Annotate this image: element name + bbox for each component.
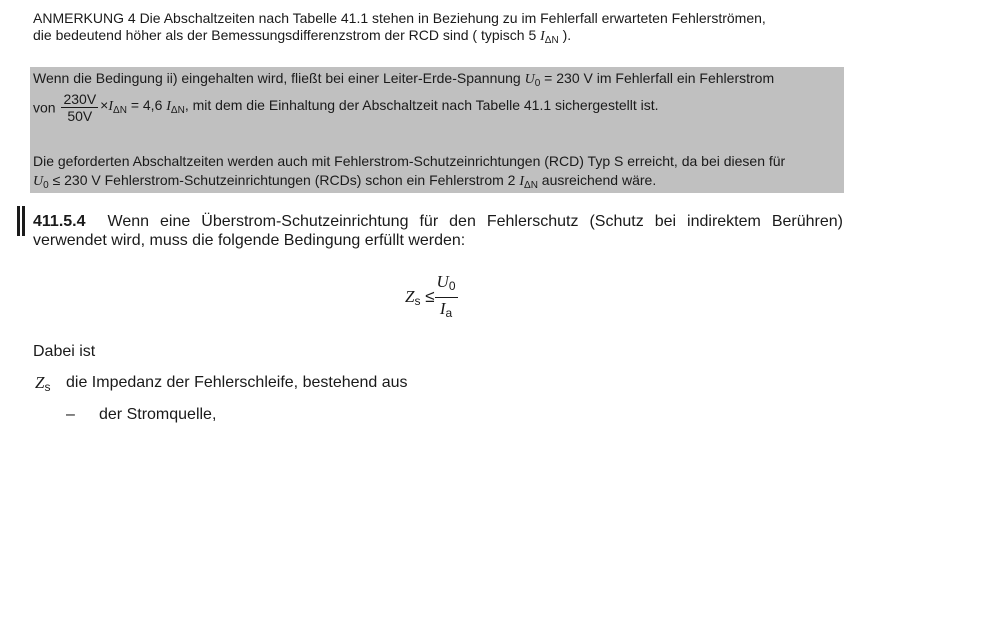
formula-denominator [435, 298, 458, 323]
change-bar-left [17, 206, 20, 236]
highlight-line-2-prefix: von [33, 99, 60, 116]
highlight-line-4-text: ≤ 230 V Fehlerstrom-Schutzeinrichtungen (RCDs) schon ein Fehlerstrom 2 [48, 172, 520, 188]
symbol-z: Z [35, 373, 45, 392]
subscript-s: s [44, 380, 51, 394]
symbol-i: I [519, 174, 525, 189]
less-equal-sign: ≤ [420, 287, 435, 306]
times-sign: × [100, 97, 109, 113]
formula-fraction [435, 272, 458, 323]
subscript-0: 0 [43, 180, 49, 191]
bullet-text: der Stromquelle, [99, 406, 217, 423]
impedance-formula [405, 272, 458, 323]
note-line-2-text: die bedeutend höher als der Bemessungsdifferenzstrom der RCD sind ( typisch 5 [33, 27, 541, 43]
highlight-line-1-text: Wenn die Bedingung ii) eingehalten wird, fließt bei einer Leiter-Erde-Spannung [33, 70, 525, 86]
symbol-u: U [33, 174, 44, 189]
symbol-i: I [540, 29, 545, 44]
note-line-2 [33, 27, 843, 49]
note-line-1: ANMERKUNG 4 Die Abschaltzeiten nach Tabelle 41.1 stehen in Beziehung zu im Fehlerfall erwarteten Fehlerströmen, [33, 10, 766, 26]
highlight-line-1-end: = 230 V im Fehlerfall ein Fehlerstrom [540, 70, 775, 86]
highlight-line-2 [33, 91, 659, 125]
fraction-numerator: 230V [63, 91, 97, 107]
dabei-ist-label: Dabei ist [33, 343, 96, 360]
highlight-line-2-end: , mit dem die Einhaltung der Abschaltzeit nach Tabelle 41.1 sichergestellt ist. [184, 97, 659, 113]
subscript-delta-n: ΔN [170, 105, 185, 116]
fraction-denominator: 50V [67, 108, 93, 124]
section-number: 411.5.4 [33, 213, 86, 230]
subscript-delta-n: ΔN [113, 105, 127, 116]
bullet-dash: – [66, 406, 75, 423]
highlight-line-4 [33, 172, 656, 194]
subscript-a: a [445, 306, 453, 320]
highlight-line-4-end: ausreichend wäre. [537, 172, 657, 188]
note-line-2-end: ). [558, 27, 572, 43]
section-text: Wenn eine Überstrom-Schutzeinrichtung für den Fehlerschutz (Schutz bei indirektem Berühren) verwendet wird, muss die folgende Bedingung erfüllt werden: [33, 213, 844, 249]
formula-lhs [405, 287, 435, 308]
symbol-u: U [436, 272, 449, 291]
definition-zs [35, 373, 50, 397]
symbol-i: I [166, 99, 171, 114]
note-4 [33, 10, 843, 49]
symbol-i: I [108, 99, 114, 114]
subscript-delta-n: ΔN [544, 35, 559, 46]
subscript-0: 0 [448, 279, 456, 293]
subscript-0: 0 [534, 78, 541, 89]
highlight-line-2-expression [100, 97, 659, 116]
symbol-u: U [524, 72, 535, 87]
change-bar-right [22, 206, 25, 236]
highlight-line-3: Die geforderten Abschaltzeiten werden auch mit Fehlerstrom-Schutzeinrichtungen (RCD) Typ S erreicht, da bei diesen für [33, 153, 786, 169]
symbol-z: Z [405, 287, 415, 306]
subscript-delta-n: ΔN [524, 180, 538, 191]
symbol-i: I [439, 299, 446, 318]
formula-numerator [435, 272, 458, 298]
equals-value: = 4,6 [126, 97, 167, 113]
voltage-ratio-fraction [61, 91, 98, 125]
section-411-5-4 [33, 212, 843, 250]
highlight-line-1 [33, 70, 774, 92]
definition-text: die Impedanz der Fehlerschleife, bestehend aus [66, 374, 408, 391]
subscript-s: s [414, 294, 421, 308]
